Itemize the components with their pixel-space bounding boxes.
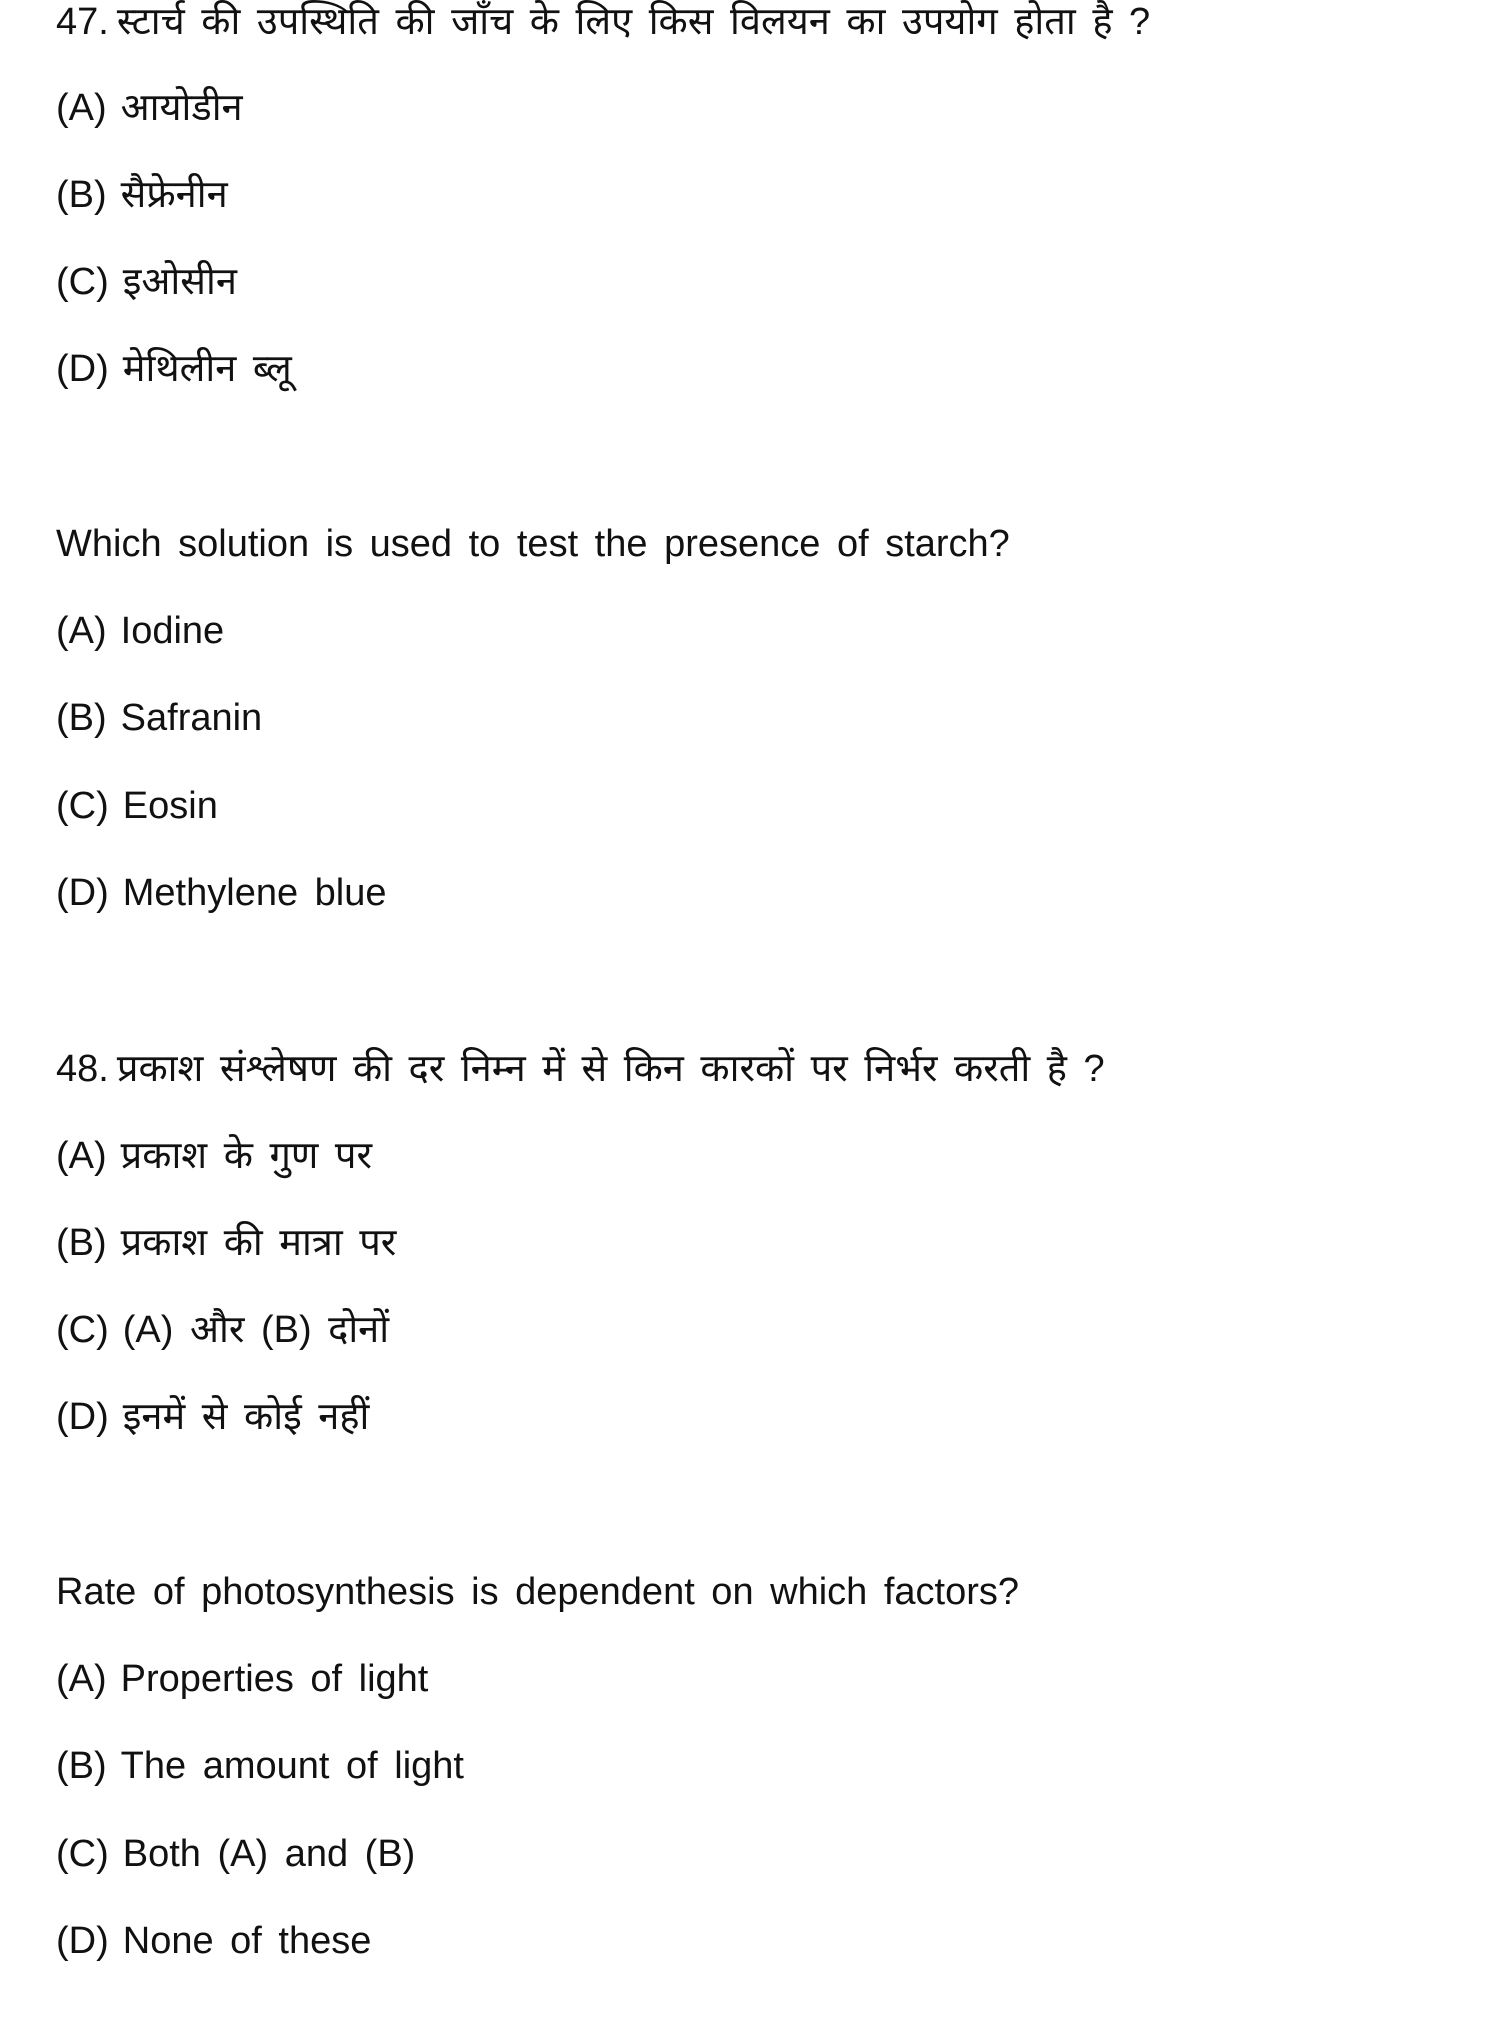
option-text: Methylene blue [122,872,387,914]
question-number: 47. [56,1,109,43]
option-c [56,1832,415,1876]
option-c [56,260,237,304]
option-text: (A) और (B) दोनों [122,1309,390,1351]
option-a [56,609,224,653]
option-a [56,1657,428,1701]
option-d [56,1919,371,1963]
option-label: (B) [56,174,107,216]
question-text: Rate of photosynthesis is dependent on which factors? [56,1571,1020,1613]
option-text: Iodine [120,610,225,652]
option-text: Properties of light [120,1658,429,1700]
option-label: (B) [56,1745,107,1787]
option-d [56,1395,369,1439]
option-label: (A) [56,1658,107,1700]
option-text: मेथिलीन ब्लू [122,348,292,390]
option-text: प्रकाश की मात्रा पर [120,1222,397,1264]
option-label: (D) [56,872,109,914]
option-text: सैफ्रेनीन [120,174,228,216]
option-label: (A) [56,87,107,129]
option-text: इओसीन [122,261,237,303]
option-label: (C) [56,785,109,827]
question-number: 48. [56,1048,109,1090]
option-text: None of these [122,1920,372,1962]
option-label: (A) [56,610,107,652]
question-text: स्टार्च की उपस्थिति की जाँच के लिए किस विलयन का उपयोग होता है ? [116,1,1151,43]
option-label: (A) [56,1135,107,1177]
option-text: Both (A) and (B) [122,1833,416,1875]
question-48-hindi [56,1047,1105,1091]
option-c [56,784,218,828]
option-b [56,696,262,740]
option-b [56,173,228,217]
option-text: Eosin [122,785,218,827]
option-text: प्रकाश के गुण पर [120,1135,372,1177]
question-47-english [56,522,1010,566]
option-label: (D) [56,1920,109,1962]
option-text: Safranin [120,697,263,739]
option-b [56,1221,396,1265]
option-c [56,1308,389,1352]
option-a [56,86,243,130]
question-text: प्रकाश संश्लेषण की दर निम्न में से किन कारकों पर निर्भर करती है ? [116,1048,1105,1090]
option-d [56,347,292,391]
option-a [56,1134,372,1178]
question-48-english [56,1570,1019,1614]
option-label: (B) [56,697,107,739]
option-label: (C) [56,1309,109,1351]
option-label: (D) [56,1396,109,1438]
option-d [56,871,387,915]
option-label: (C) [56,1833,109,1875]
option-label: (B) [56,1222,107,1264]
option-text: आयोडीन [120,87,243,129]
question-47-hindi [56,0,1150,44]
option-label: (D) [56,348,109,390]
option-b [56,1744,464,1788]
option-label: (C) [56,261,109,303]
question-text: Which solution is used to test the presence of starch? [56,523,1010,565]
option-text: The amount of light [120,1745,464,1787]
option-text: इनमें से कोई नहीं [122,1396,370,1438]
